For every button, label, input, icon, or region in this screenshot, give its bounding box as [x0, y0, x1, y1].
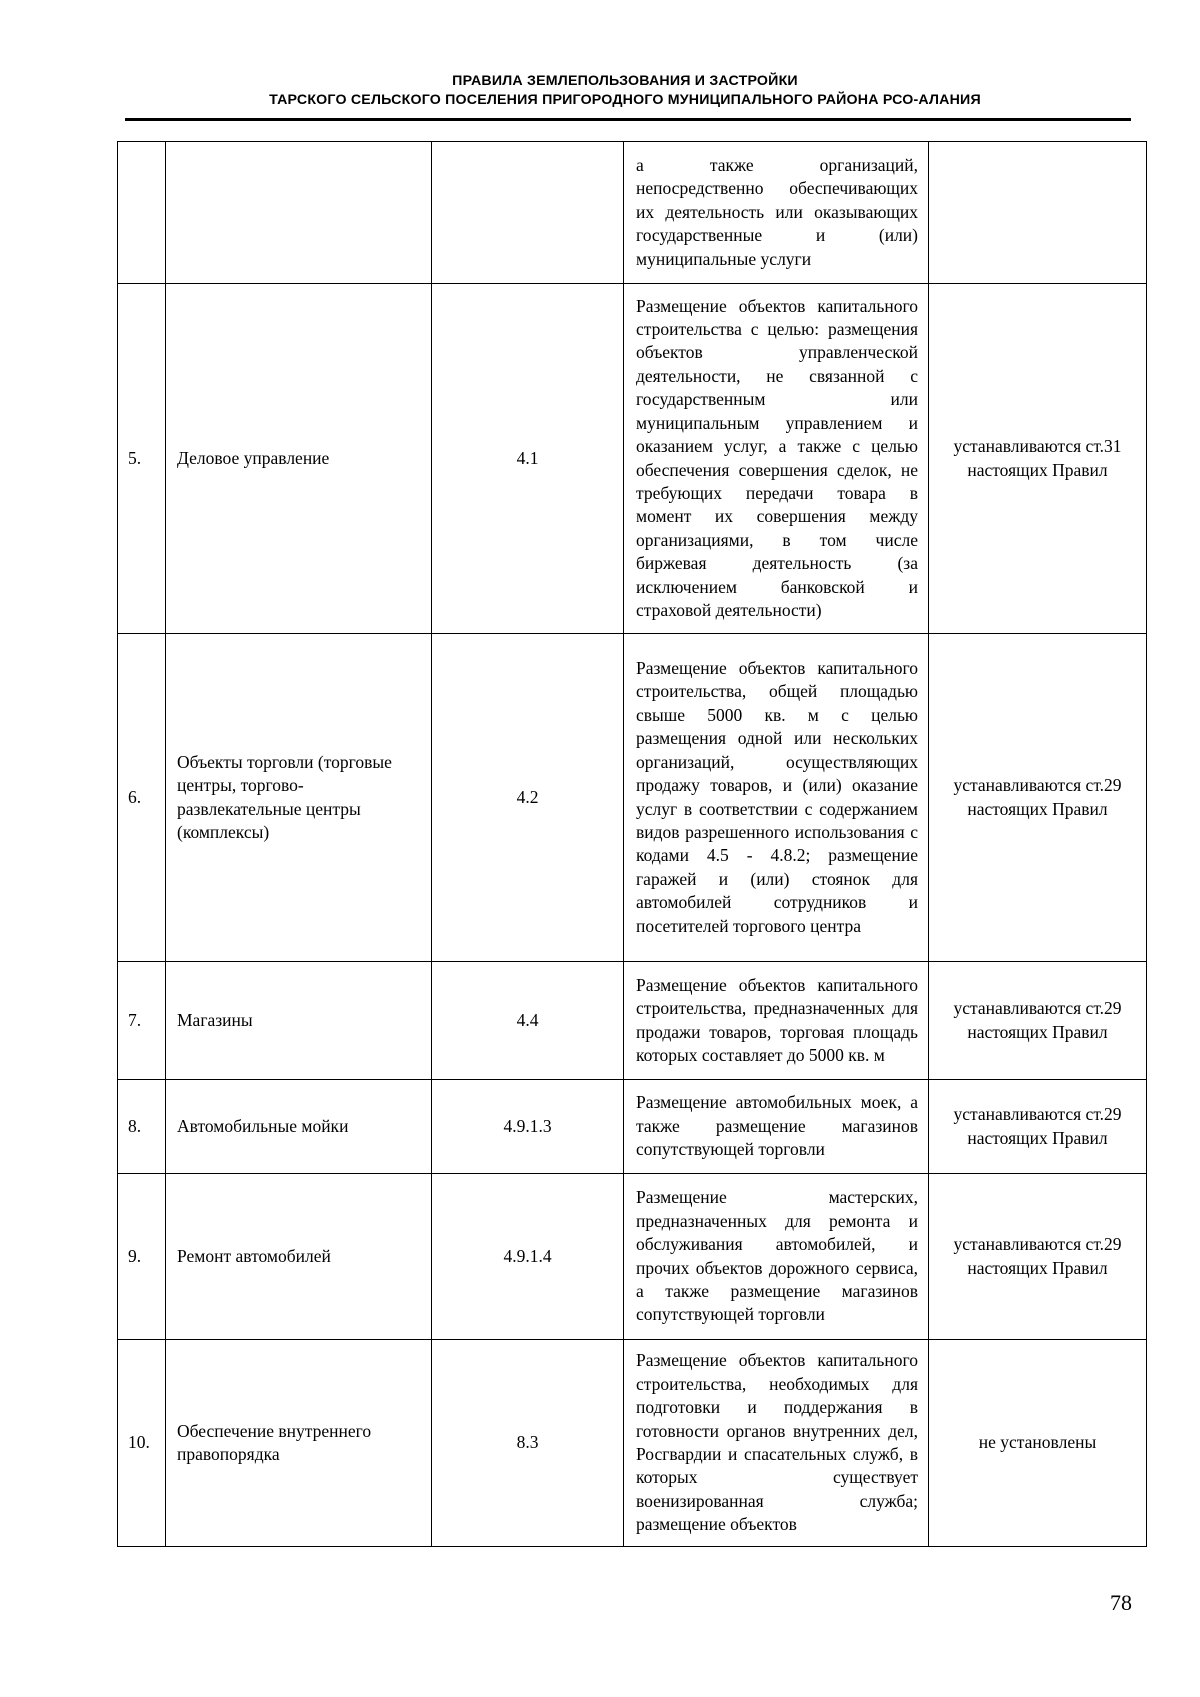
use-type-description: [624, 1174, 929, 1340]
table-row: [118, 1174, 1147, 1340]
header-line-2: ТАРСКОГО СЕЛЬСКОГО ПОСЕЛЕНИЯ ПРИГОРОДНОГО МУНИЦИПАЛЬНОГО РАЙОНА РСО-АЛАНИЯ: [269, 92, 981, 108]
row-number: 9.: [118, 1174, 166, 1340]
use-type-description: [624, 962, 929, 1080]
use-type-description: [624, 634, 929, 962]
header-line-1: ПРАВИЛА ЗЕМЛЕПОЛЬЗОВАНИЯ И ЗАСТРОЙКИ: [452, 73, 798, 89]
description-text: Размещение объектов капитального строительства, необходимых для подготовки и поддержания в готовности органов внутренних дел, Росгвардии и спасательных служб, в которых существует военизированная служба; размещение объектов: [636, 1350, 918, 1535]
limit-parameters: устанавливаются ст.29 настоящих Правил: [929, 962, 1147, 1080]
land-use-table: [117, 141, 1147, 1547]
row-number: 8.: [118, 1080, 166, 1174]
description-text: Размещение мастерских, предназначенных для ремонта и обслуживания автомобилей, и прочих объектов дорожного сервиса, а также размещение магазинов сопутствующей торговли: [636, 1187, 918, 1325]
use-type-name: [166, 142, 432, 284]
use-type-code: 8.3: [432, 1340, 624, 1547]
limit-parameters: устанавливаются ст.29 настоящих Правил: [929, 1080, 1147, 1174]
description-text: а также организаций, непосредственно обеспечивающих их деятельность или оказывающих государственные и (или) муниципальные услуги: [636, 154, 918, 269]
limit-parameters: [929, 142, 1147, 284]
description-text: Размещение объектов капитального строительства с целью: размещения объектов управленческой деятельности, не связанной с государственным или муниципальным управлением и оказанием услуг, а также с целью обеспечения совершения сделок, не требующих передачи товара в момент их совершения между организациями, в том числе биржевая деятельность (за исключением банковской и страховой деятельности): [636, 295, 918, 620]
use-type-description: [624, 142, 929, 284]
table-row: [118, 284, 1147, 634]
use-type-description: [624, 1340, 929, 1547]
use-type-name: Объекты торговли (торговые центры, торгово-развлекательные центры (комплексы): [166, 634, 432, 962]
use-type-code: 4.1: [432, 284, 624, 634]
description-text: Размещение объектов капитального строительства, предназначенных для продажи товаров, торговая площадь которых составляет до 5000 кв. м: [636, 974, 918, 1065]
document-header: [125, 72, 1125, 110]
table-row: [118, 1340, 1147, 1547]
header-divider: [125, 118, 1131, 121]
limit-parameters: не установлены: [929, 1340, 1147, 1547]
table-row: [118, 962, 1147, 1080]
use-type-name: Деловое управление: [166, 284, 432, 634]
use-type-code: 4.2: [432, 634, 624, 962]
use-type-name: Магазины: [166, 962, 432, 1080]
limit-parameters: устанавливаются ст.29 настоящих Правил: [929, 634, 1147, 962]
use-type-code: [432, 142, 624, 284]
use-type-code: 4.9.1.3: [432, 1080, 624, 1174]
table-row: [118, 1080, 1147, 1174]
description-text: Размещение объектов капитального строительства, общей площадью свыше 5000 кв. м с целью размещения одной или нескольких организаций, осуществляющих продажу товаров, и (или) оказание услуг в соответствии с содержанием видов разрешенного использования с кодами 4.5 - 4.8.2; размещение гаражей и (или) стоянок для автомобилей сотрудников и посетителей торгового центра: [636, 658, 918, 936]
use-type-name: Обеспечение внутреннего правопорядка: [166, 1340, 432, 1547]
row-number: 7.: [118, 962, 166, 1080]
page-number: 78: [1110, 1590, 1132, 1615]
use-type-code: 4.4: [432, 962, 624, 1080]
use-type-description: [624, 1080, 929, 1174]
description-text: Размещение автомобильных моек, а также размещение магазинов сопутствующей торговли: [636, 1092, 918, 1160]
limit-parameters: устанавливаются ст.31 настоящих Правил: [929, 284, 1147, 634]
use-type-name: Автомобильные мойки: [166, 1080, 432, 1174]
use-type-code: 4.9.1.4: [432, 1174, 624, 1340]
limit-parameters: устанавливаются ст.29 настоящих Правил: [929, 1174, 1147, 1340]
row-number: 5.: [118, 284, 166, 634]
row-number: 10.: [118, 1340, 166, 1547]
table-row: [118, 634, 1147, 962]
use-type-description: [624, 284, 929, 634]
row-number: 6.: [118, 634, 166, 962]
row-number: [118, 142, 166, 284]
table-row: [118, 142, 1147, 284]
use-type-name: Ремонт автомобилей: [166, 1174, 432, 1340]
